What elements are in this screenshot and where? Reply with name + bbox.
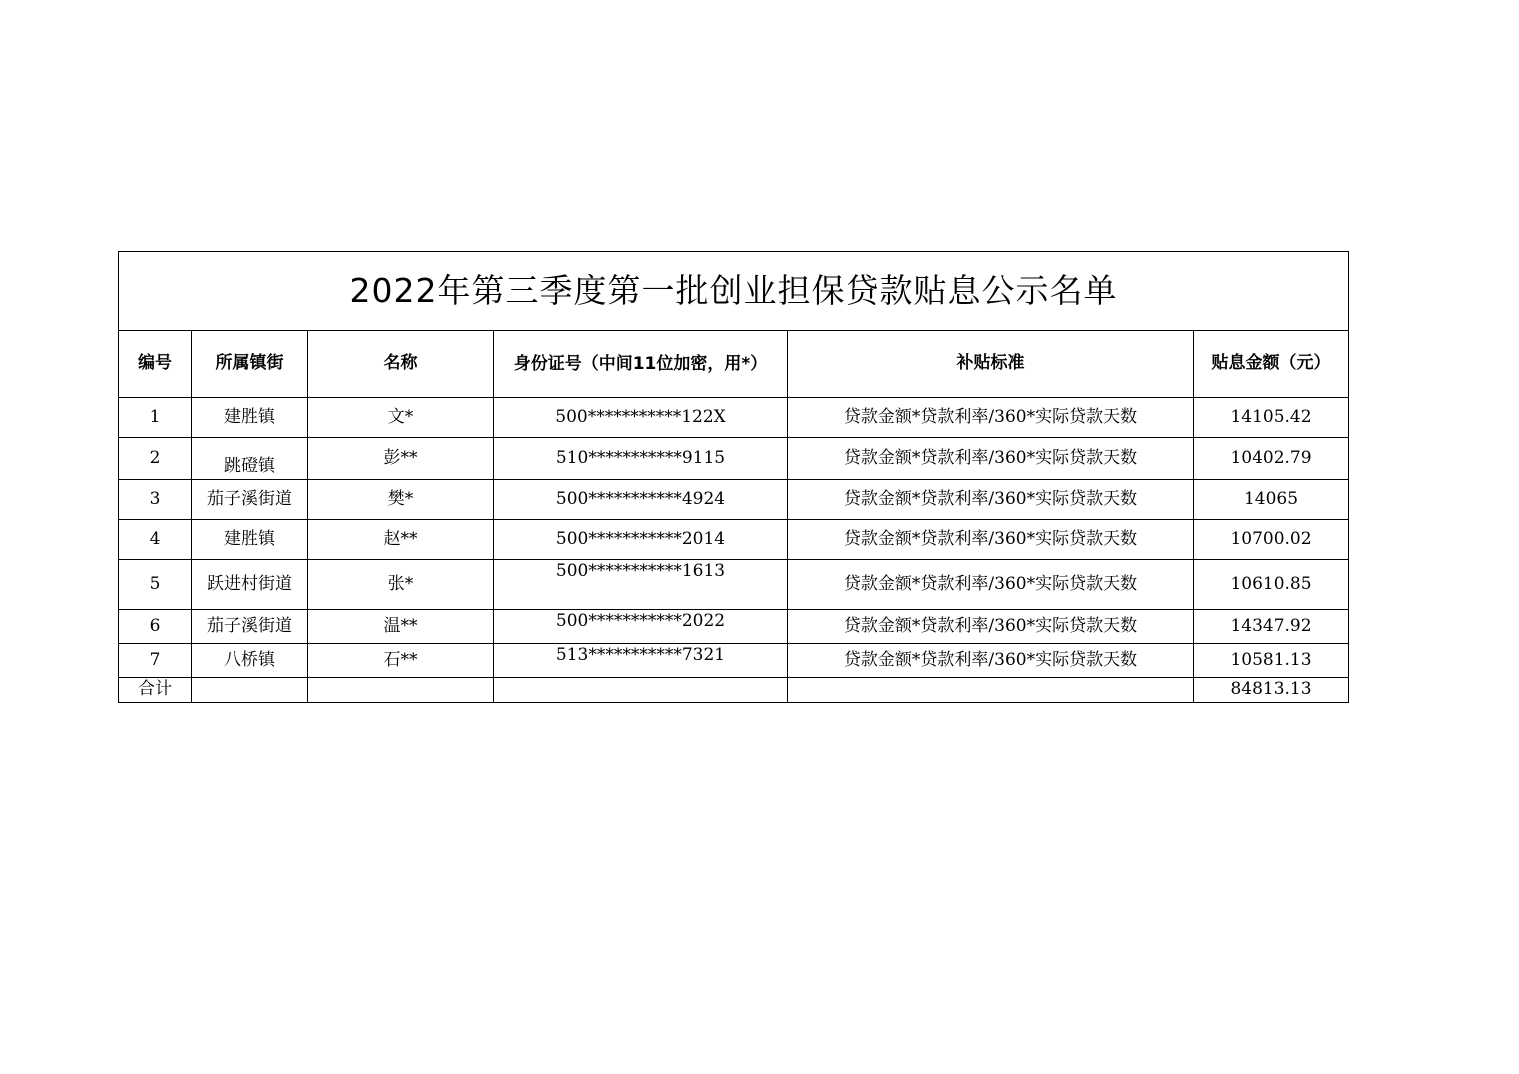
total-label: 合计 bbox=[119, 678, 192, 703]
cell-town: 建胜镇 bbox=[192, 520, 308, 560]
subsidy-list-table bbox=[118, 251, 1349, 703]
cell-name: 彭** bbox=[308, 438, 494, 480]
cell-town: 跃进村街道 bbox=[192, 560, 308, 610]
header-amount: 贴息金额（元） bbox=[1194, 331, 1349, 398]
cell-no: 7 bbox=[119, 644, 192, 678]
page-title: 2022年第三季度第一批创业担保贷款贴息公示名单 bbox=[119, 252, 1349, 331]
cell-name: 温** bbox=[308, 610, 494, 644]
cell-standard: 贷款金额*贷款利率/360*实际贷款天数 bbox=[788, 644, 1194, 678]
cell-standard: 贷款金额*贷款利率/360*实际贷款天数 bbox=[788, 480, 1194, 520]
cell-amount: 10581.13 bbox=[1194, 644, 1349, 678]
cell-no: 5 bbox=[119, 560, 192, 610]
cell-no: 6 bbox=[119, 610, 192, 644]
cell-id: 500***********1613 bbox=[494, 560, 788, 610]
table-row bbox=[119, 480, 1349, 520]
header-row bbox=[119, 331, 1349, 398]
cell-id: 500***********2014 bbox=[494, 520, 788, 560]
cell-name: 张* bbox=[308, 560, 494, 610]
cell-amount: 10402.79 bbox=[1194, 438, 1349, 480]
cell-name: 石** bbox=[308, 644, 494, 678]
table-row bbox=[119, 560, 1349, 610]
title-row bbox=[119, 252, 1349, 331]
cell-id: 500***********2022 bbox=[494, 610, 788, 644]
cell-name: 文* bbox=[308, 398, 494, 438]
table-row bbox=[119, 438, 1349, 480]
header-name: 名称 bbox=[308, 331, 494, 398]
empty-cell bbox=[788, 678, 1194, 703]
total-row bbox=[119, 678, 1349, 703]
cell-no: 3 bbox=[119, 480, 192, 520]
empty-cell bbox=[192, 678, 308, 703]
cell-standard: 贷款金额*贷款利率/360*实际贷款天数 bbox=[788, 560, 1194, 610]
cell-amount: 14347.92 bbox=[1194, 610, 1349, 644]
cell-no: 4 bbox=[119, 520, 192, 560]
cell-town: 跳磴镇 bbox=[192, 438, 308, 480]
total-amount: 84813.13 bbox=[1194, 678, 1349, 703]
cell-amount: 10700.02 bbox=[1194, 520, 1349, 560]
table-row bbox=[119, 398, 1349, 438]
cell-standard: 贷款金额*贷款利率/360*实际贷款天数 bbox=[788, 438, 1194, 480]
cell-standard: 贷款金额*贷款利率/360*实际贷款天数 bbox=[788, 398, 1194, 438]
cell-town: 茄子溪街道 bbox=[192, 480, 308, 520]
cell-no: 2 bbox=[119, 438, 192, 480]
table-row bbox=[119, 610, 1349, 644]
cell-standard: 贷款金额*贷款利率/360*实际贷款天数 bbox=[788, 520, 1194, 560]
cell-name: 赵** bbox=[308, 520, 494, 560]
cell-name: 樊* bbox=[308, 480, 494, 520]
cell-id: 513***********7321 bbox=[494, 644, 788, 678]
cell-amount: 14105.42 bbox=[1194, 398, 1349, 438]
empty-cell bbox=[494, 678, 788, 703]
empty-cell bbox=[308, 678, 494, 703]
cell-amount: 14065 bbox=[1194, 480, 1349, 520]
cell-id: 500***********122X bbox=[494, 398, 788, 438]
cell-town: 八桥镇 bbox=[192, 644, 308, 678]
table-row bbox=[119, 520, 1349, 560]
table-row bbox=[119, 644, 1349, 678]
cell-town: 茄子溪街道 bbox=[192, 610, 308, 644]
cell-amount: 10610.85 bbox=[1194, 560, 1349, 610]
cell-standard: 贷款金额*贷款利率/360*实际贷款天数 bbox=[788, 610, 1194, 644]
header-id: 身份证号（中间11位加密，用*） bbox=[494, 331, 788, 398]
cell-town: 建胜镇 bbox=[192, 398, 308, 438]
cell-id: 510***********9115 bbox=[494, 438, 788, 480]
header-standard: 补贴标准 bbox=[788, 331, 1194, 398]
header-town: 所属镇街 bbox=[192, 331, 308, 398]
header-no: 编号 bbox=[119, 331, 192, 398]
cell-no: 1 bbox=[119, 398, 192, 438]
cell-id: 500***********4924 bbox=[494, 480, 788, 520]
